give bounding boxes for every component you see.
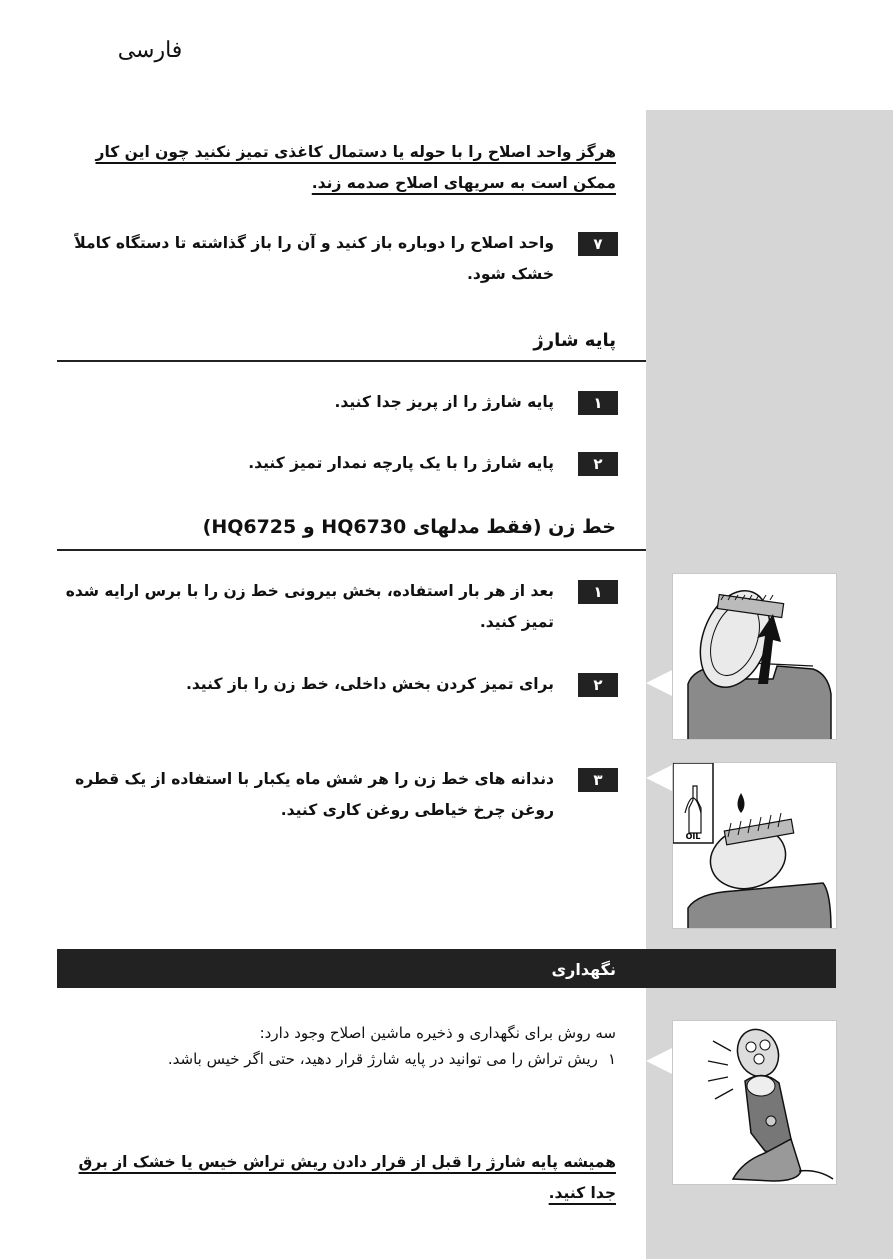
trimmer-oil-illustration [672, 762, 837, 929]
section-divider [57, 360, 646, 362]
pointer-arrow [646, 670, 672, 696]
step-number: ۳ [578, 768, 618, 792]
trimmer-step-1 [46, 580, 618, 638]
section-title-trimmer: خط زن (فقط مدلهای HQ6730 و HQ6725) [202, 516, 616, 538]
step-number: ۷ [578, 232, 618, 256]
section-title-storage: نگهداری [551, 960, 616, 979]
section-banner-storage [57, 949, 836, 988]
oil-label: OIL [685, 832, 701, 841]
language-label: فارسی [117, 38, 183, 63]
shaver-on-stand-illustration [672, 1020, 837, 1185]
warning-text: هرگز واحد اصلاح را با حوله یا دستمال کاغذی تمیز نکنید چون این کار ممکن است به سریهای اصلاح صدمه زند. [95, 143, 616, 192]
step-text: پایه شارژ را با یک پارچه نمدار تمیز کنید. [248, 454, 554, 472]
step-number: ۲ [578, 452, 618, 476]
step-7 [46, 232, 618, 290]
pointer-arrow [646, 1048, 672, 1074]
storage-item-1 [56, 1046, 616, 1072]
step-text: بعد از هر بار استفاده، بخش بیرونی خط زن را با برس ارایه شده تمیز کنید. [65, 582, 554, 631]
trimmer-open-drawing [673, 574, 837, 740]
trimmer-step-2 [46, 673, 618, 700]
section-divider [57, 549, 646, 551]
charger-step-2 [46, 452, 618, 479]
charger-step-1 [46, 391, 618, 418]
oil-drawing [673, 763, 837, 929]
item-number: ۱ [607, 1050, 616, 1068]
step-text: واحد اصلاح را دوباره باز کنید و آن را باز گذاشته تا دستگاه کاملاً خشک شود. [74, 234, 554, 283]
storage-intro: سه روش برای نگهداری و ذخیره ماشین اصلاح وجود دارد: [259, 1024, 616, 1042]
trimmer-step-3 [46, 768, 618, 826]
step-number: ۱ [578, 580, 618, 604]
section-title-charger: پایه شارژ [533, 330, 616, 351]
step-number: ۲ [578, 673, 618, 697]
pointer-arrow [646, 765, 672, 791]
step-number: ۱ [578, 391, 618, 415]
item-text: ریش تراش را می توانید در پایه شارژ قرار دهید، حتی اگر خیس باشد. [167, 1050, 598, 1068]
shaver-stand-drawing [673, 1021, 837, 1185]
trimmer-clean-illustration [672, 573, 837, 740]
step-text: دندانه های خط زن را هر شش ماه یکبار با استفاده از یک قطره روغن چرخ خیاطی روغن کاری کنید. [75, 770, 554, 819]
step-text: برای تمیز کردن بخش داخلی، خط زن را باز کنید. [185, 675, 554, 693]
storage-warning: همیشه پایه شارژ را قبل از قرار دادن ریش تراش خیس یا خشک از برق جدا کنید. [78, 1153, 616, 1202]
step-text: پایه شارژ را از پریز جدا کنید. [334, 393, 554, 411]
